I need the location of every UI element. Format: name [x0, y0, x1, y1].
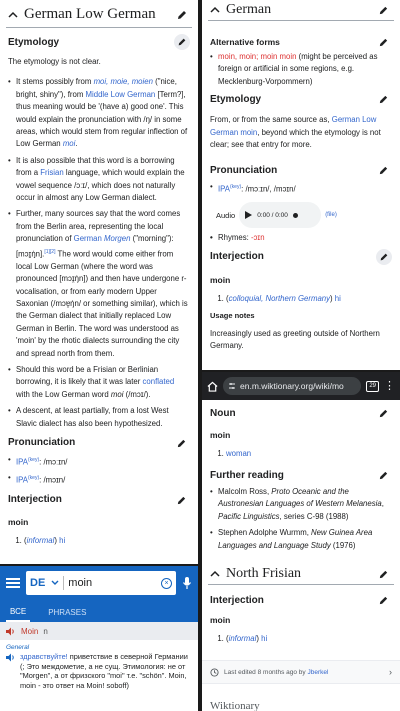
audio-row: Audio 0:00 / 0:00 (file)	[216, 202, 392, 228]
menu-icon[interactable]	[6, 578, 20, 588]
edit-pencil-icon[interactable]	[176, 8, 190, 22]
footer-partial: Wiktionary	[210, 700, 260, 711]
interjection-heading: Interjection	[8, 494, 62, 506]
reference-item: • Malcolm Ross, Proto Oceanic and the Austronesian Languages of Western Melanesia, Pacific Linguistics, series C-98 (1988)	[218, 486, 392, 523]
edit-pencil-icon[interactable]	[378, 163, 392, 177]
play-icon	[245, 211, 252, 219]
ipa-line: • $IPA^{(key)}$: /mɔːɪn/, /mɔɪn/	[218, 181, 392, 196]
sense-list: 1. (informal) hi	[8, 535, 190, 547]
usage-text: Increasingly used as greeting outside of Northern Germany.	[210, 328, 380, 351]
edit-pencil-icon[interactable]	[378, 593, 392, 607]
overflow-menu-icon[interactable]: ⋮	[384, 379, 395, 392]
alt-forms-item: • moin, moin; moin moin (might be perceived as foreign or artificial in some regions, e.g. Mecklenburg-Vorpommern)	[218, 51, 392, 88]
speaker-icon	[6, 653, 16, 662]
etymology-bullet: • It stems possibly from moi, moie, moien ("nice, bright, shiny"), from Middle Low German [Term?], thus meaning would be '(have a) good one'. This would explain the pronunciation with /ŋ/ in some areas, which would stem from regular inflection of Low German moi.	[16, 76, 190, 150]
etymology-heading: Etymology	[8, 36, 60, 48]
edit-pencil-icon[interactable]	[174, 34, 190, 50]
section-title: German	[226, 2, 272, 17]
file-link[interactable]: (file)	[325, 212, 337, 219]
microphone-icon[interactable]	[182, 576, 192, 590]
interjection-heading: Interjection	[210, 594, 264, 606]
rhymes-line: • Rhymes: -ɔɪn	[218, 232, 392, 244]
reference-item: • Stephen Adolphe Wurmm, New Guinea Area Languages and Language Study (1976)	[218, 527, 392, 552]
category-label: General	[6, 644, 30, 651]
section-title: German Low German	[24, 6, 156, 22]
tab-bar	[0, 600, 198, 622]
chevron-down-icon	[51, 580, 59, 586]
chevron-up-icon[interactable]	[208, 567, 222, 581]
sense-list: 1. woman	[210, 448, 392, 460]
section-header[interactable]	[0, 0, 198, 27]
headword: moin	[210, 430, 231, 440]
section-header[interactable]	[202, 0, 400, 20]
headword: moin	[210, 274, 231, 285]
edit-pencil-icon[interactable]	[378, 468, 392, 482]
tab-phrases[interactable]: PHRASES	[48, 608, 87, 617]
tab-all[interactable]: ВСЕ	[6, 607, 30, 622]
audio-player[interactable]: 0:00 / 0:00	[239, 202, 321, 228]
edit-pencil-icon[interactable]	[378, 92, 392, 106]
chevron-up-icon[interactable]	[208, 3, 222, 17]
ipa-line: • $IPA^{(key)}$: /mɔɪn/	[16, 472, 190, 487]
progress-dot	[293, 213, 298, 218]
headword: moin	[210, 615, 231, 626]
etymology-intro: The etymology is not clear.	[8, 57, 101, 66]
etymology-bullet: • It is also possible that this word is a borrowing from a Frisian language, which would explain the vowel sequence /ɔːɪ/, which does not naturally occur in almost any Low German dialect.	[16, 155, 190, 205]
entry-gender: n	[43, 626, 48, 636]
noun-heading: Noun	[210, 407, 236, 419]
clear-search-icon[interactable]: ×	[161, 578, 172, 589]
etymology-bullet: • Should this word be a Frisian or Berlinian borrowing, it is likely that it was later conflated with the Low German word moi (/mɔɪ/).	[16, 364, 190, 401]
app-toolbar	[0, 566, 198, 600]
right-wiktionary-panel	[202, 0, 400, 370]
left-wiktionary-panel	[0, 0, 198, 564]
interjection-heading: Interjection	[210, 251, 264, 263]
search-input[interactable]: moin	[68, 577, 93, 589]
speaker-icon	[6, 627, 16, 636]
edit-pencil-icon[interactable]	[176, 436, 190, 450]
alt-forms-heading: Alternative forms	[210, 37, 280, 47]
site-info-icon	[228, 382, 236, 390]
etymology-list	[8, 76, 190, 430]
search-box[interactable]	[26, 571, 176, 595]
edit-pencil-icon[interactable]	[378, 567, 392, 581]
edit-pencil-icon[interactable]	[378, 35, 392, 49]
home-icon[interactable]	[207, 381, 218, 392]
edit-pencil-icon[interactable]	[378, 406, 392, 420]
address-bar[interactable]	[223, 377, 361, 395]
usage-heading: Usage notes	[210, 310, 255, 320]
etymology-text: From, or from the same source as, German Low German moin, beyond which the etymology is not clear; see that entry for more.	[210, 115, 381, 150]
headword: moin	[8, 516, 29, 527]
editor-link[interactable]: Jberkel	[307, 668, 329, 676]
url-text[interactable]: en.m.wiktionary.org/wiki/mo	[240, 381, 344, 391]
edit-pencil-icon[interactable]	[376, 249, 392, 265]
chevron-right-icon[interactable]: ›	[389, 667, 392, 677]
etymology-bullet: • Further, many sources say that the word comes from the Berlin area, representing the local pronunciation of German Morgen ("morning"): [mɔɪ̯ŋ̍n].[1][2] The word would come either from local Low German (where the word was pronounced [mɔɪ̯ŋ̍n]) and then have undergone r-vocalisation, or from early modern Upper Saxonian (/mɔɐ̯ŋ̍n/ or something similar), which is the German dialect that initially replaced Low German in Berlin. The word was understood as 'moin' by the rhotic dialects surrounding the city and spread north from them.	[16, 208, 190, 359]
pronunciation-heading: Pronunciation	[210, 164, 278, 176]
etymology-bullet: • A descent, at least partially, from a lost West Slavic dialect has also been hypothesized.	[16, 405, 190, 430]
chevron-up-icon[interactable]	[6, 8, 20, 22]
entry-word: Moin	[21, 626, 39, 636]
edit-pencil-icon[interactable]	[176, 493, 190, 507]
further-reading-heading: Further reading	[210, 469, 284, 481]
edit-pencil-icon[interactable]	[378, 3, 392, 17]
ipa-line: • $IPA^{(key)}$: /mɔːɪn/	[16, 454, 190, 469]
browser-toolbar	[202, 372, 400, 400]
translation-text: приветствие в северной Германии (; Это междометие, а не сущ. Этимология: не от "Morgen", а от фризского "moi" т.е. "schön". Moin, moin - это ответ на Moin! soboff)	[20, 652, 188, 690]
last-edited-bar[interactable]: Last edited 8 months ago by Jberkel ›	[202, 660, 400, 684]
section-title: North Frisian	[226, 566, 302, 582]
entry-header[interactable]	[0, 622, 198, 640]
sense-list: 1. (informal) hi	[210, 633, 392, 645]
language-selector[interactable]: DE	[30, 577, 59, 589]
sense-list: 1. (colloquial, Northern Germany) hi	[210, 293, 392, 305]
section-header[interactable]	[202, 556, 400, 584]
etymology-heading: Etymology	[210, 93, 262, 105]
dictionary-app-panel	[0, 566, 198, 711]
history-icon	[210, 668, 219, 677]
tab-count-button[interactable]: 29	[366, 381, 379, 392]
translation-link[interactable]: здравствуйте!	[20, 652, 68, 661]
right-browser-panel	[202, 372, 400, 711]
pronunciation-heading: Pronunciation	[8, 437, 76, 449]
